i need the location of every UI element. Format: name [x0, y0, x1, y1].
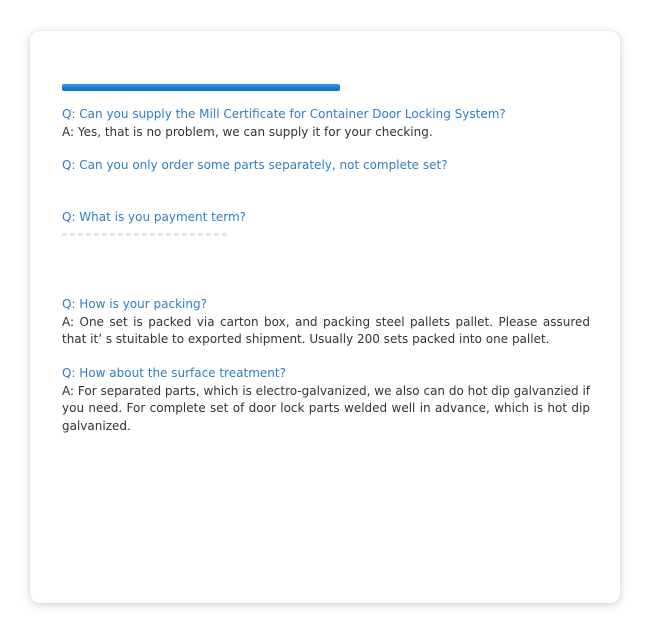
faq-answer-faded [62, 233, 227, 236]
faq-item-packing [62, 296, 590, 349]
faq-answer: A: One set is packed via carton box, and packing steel pallets pallet. Please assured that it’ s stuitable to exported shipment. Usually 200 sets packed into one pallet. [62, 314, 590, 346]
accent-bar [62, 84, 340, 91]
faq-question: Q: Can you supply the Mill Certificate for Container Door Locking System? [62, 107, 506, 121]
faq-item-separate-parts [62, 157, 590, 175]
faq-item-mill-certificate [62, 106, 590, 141]
faq-answer: A: For separated parts, which is electro-galvanized, we also can do hot dip galvanzied if you need. For complete set of door lock parts welded well in advance, which is hot dip galvanized. [62, 383, 590, 433]
faq-item-payment-term [62, 209, 590, 236]
faq-question: Q: How is your packing? [62, 297, 207, 311]
faq-answer: A: Yes, that is no problem, we can supply it for your checking. [62, 124, 433, 139]
faq-question: Q: How about the surface treatment? [62, 366, 286, 380]
faq-item-surface-treatment [62, 365, 590, 435]
faq-card [30, 31, 620, 603]
faq-question: Q: Can you only order some parts separately, not complete set? [62, 158, 448, 172]
faq-question: Q: What is you payment term? [62, 210, 247, 224]
